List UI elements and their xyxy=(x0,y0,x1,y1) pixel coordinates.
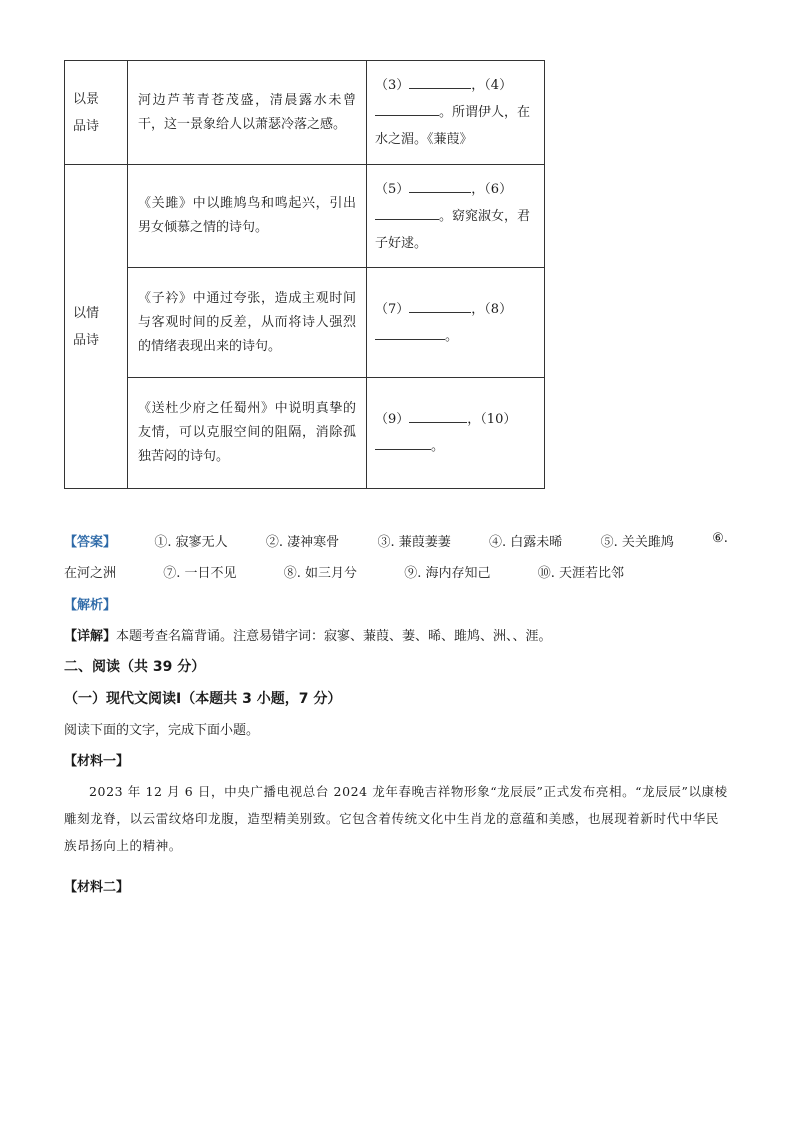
poem-tail: 。 xyxy=(431,439,445,454)
category-text: 品诗 xyxy=(73,118,100,134)
analysis-line xyxy=(64,594,116,613)
fill-blank[interactable] xyxy=(409,408,467,423)
fill-blank[interactable] xyxy=(375,325,445,340)
poem-tail: 。 xyxy=(445,328,459,344)
section-title: 二、阅读（共 39 分） xyxy=(64,659,206,675)
answer-cell xyxy=(367,378,545,489)
answer-cell xyxy=(367,61,545,165)
poem-table xyxy=(64,60,545,489)
fill-blank[interactable] xyxy=(375,205,439,220)
detail-label: 【详解】 xyxy=(64,629,117,644)
table-row xyxy=(65,61,545,165)
answer-item: ①. 寂寥无人 xyxy=(154,535,228,550)
table-row xyxy=(65,165,545,268)
fill-blank[interactable] xyxy=(375,101,439,116)
poem-tail: 。所谓伊人，在 xyxy=(439,105,531,120)
poem-tail: 水之湄。《蒹葭》 xyxy=(375,132,473,147)
answer-line-1 xyxy=(64,531,728,550)
category-cell xyxy=(65,61,128,165)
fill-blank[interactable] xyxy=(409,298,471,313)
answer-cell xyxy=(367,165,545,268)
category-text: 品诗 xyxy=(73,332,100,348)
poem-tail: 。窈窕淑女，君 xyxy=(439,208,531,224)
answer-item: ④. 白露未晞 xyxy=(489,535,563,550)
answer-cell xyxy=(367,268,545,378)
analysis-label: 【解析】 xyxy=(64,598,117,613)
separator: ， xyxy=(471,301,485,317)
material1-text: 2023 年 12 月 6 日，中央广播电视总台 2024 龙年春晚吉祥物形象“龙辰辰”正式发布亮相。“龙辰辰”以康棱雕刻龙脊，以云雷纹烙印龙腹，造型精美别致。它包含着传统文化中生肖龙的意蕴和美感，也展现着新时代中华民族昂扬向上的精神。 xyxy=(64,784,728,853)
description-cell: 《送杜少府之任蜀州》中说明真挚的友情，可以克服空间的阻隔，消除孤独苦闷的诗句。 xyxy=(128,378,367,489)
answer-item: ⑨. 海内存知己 xyxy=(404,566,491,581)
blank-number: （10） xyxy=(480,412,517,427)
blank-number: （8） xyxy=(484,301,513,317)
subsection-title: （一）现代文阅读Ⅰ（本题共 3 小题，7 分） xyxy=(64,691,342,707)
poem-tail: 子好逑。 xyxy=(375,235,428,251)
description-cell: 《关雎》中以雎鸠鸟和鸣起兴，引出男女倾慕之情的诗句。 xyxy=(128,165,367,268)
answer-item: ②. 凄神寒骨 xyxy=(265,535,340,550)
description-cell: 河边芦苇青苍茂盛，清晨露水未曾干，这一景象给人以萧瑟冷落之感。 xyxy=(128,61,367,165)
detail-text: 本题考查名篇背诵。注意易错字词：寂寥、蒹葭、萋、晞、雎鸠、洲、、涯。 xyxy=(116,629,552,644)
blank-number: （7） xyxy=(375,301,410,317)
blank-number: （3） xyxy=(375,78,410,93)
separator: ， xyxy=(467,412,481,427)
answer-item: ⑩. 天涯若比邻 xyxy=(537,566,624,581)
answer-line-2 xyxy=(64,562,624,581)
answer-item: 在河之洲 xyxy=(64,566,117,581)
table-row xyxy=(65,378,545,489)
answer-item: ⑥. xyxy=(712,531,728,546)
fill-blank[interactable] xyxy=(375,435,431,450)
description-cell: 《子衿》中通过夸张，造成主观时间与客观时间的反差，从而将诗人强烈的情绪表现出来的诗句。 xyxy=(128,268,367,378)
answer-item: ⑦. 一日不见 xyxy=(163,566,237,581)
blank-number: （5） xyxy=(375,181,410,197)
fill-blank[interactable] xyxy=(409,74,471,89)
table-row xyxy=(65,268,545,378)
answer-item: ⑧. 如三月兮 xyxy=(283,566,357,581)
answer-label: 【答案】 xyxy=(64,535,117,550)
category-cell xyxy=(65,165,128,489)
answer-item: ⑤. 关关雎鸠 xyxy=(600,535,674,550)
fill-blank[interactable] xyxy=(409,178,471,193)
separator: ， xyxy=(471,78,485,93)
detail-line xyxy=(64,625,552,644)
blank-number: （6） xyxy=(484,181,513,197)
blank-number: （4） xyxy=(484,78,513,93)
category-text: 以景 xyxy=(73,91,100,107)
material1-label: 【材料一】 xyxy=(64,754,130,769)
category-text: 以情 xyxy=(73,305,100,321)
material2-label: 【材料二】 xyxy=(64,880,130,895)
answer-item: ③. 蒹葭萋萋 xyxy=(377,535,451,550)
blank-number: （9） xyxy=(375,412,410,427)
separator: ， xyxy=(471,181,485,197)
instruction: 阅读下面的文字，完成下面小题。 xyxy=(64,723,260,738)
